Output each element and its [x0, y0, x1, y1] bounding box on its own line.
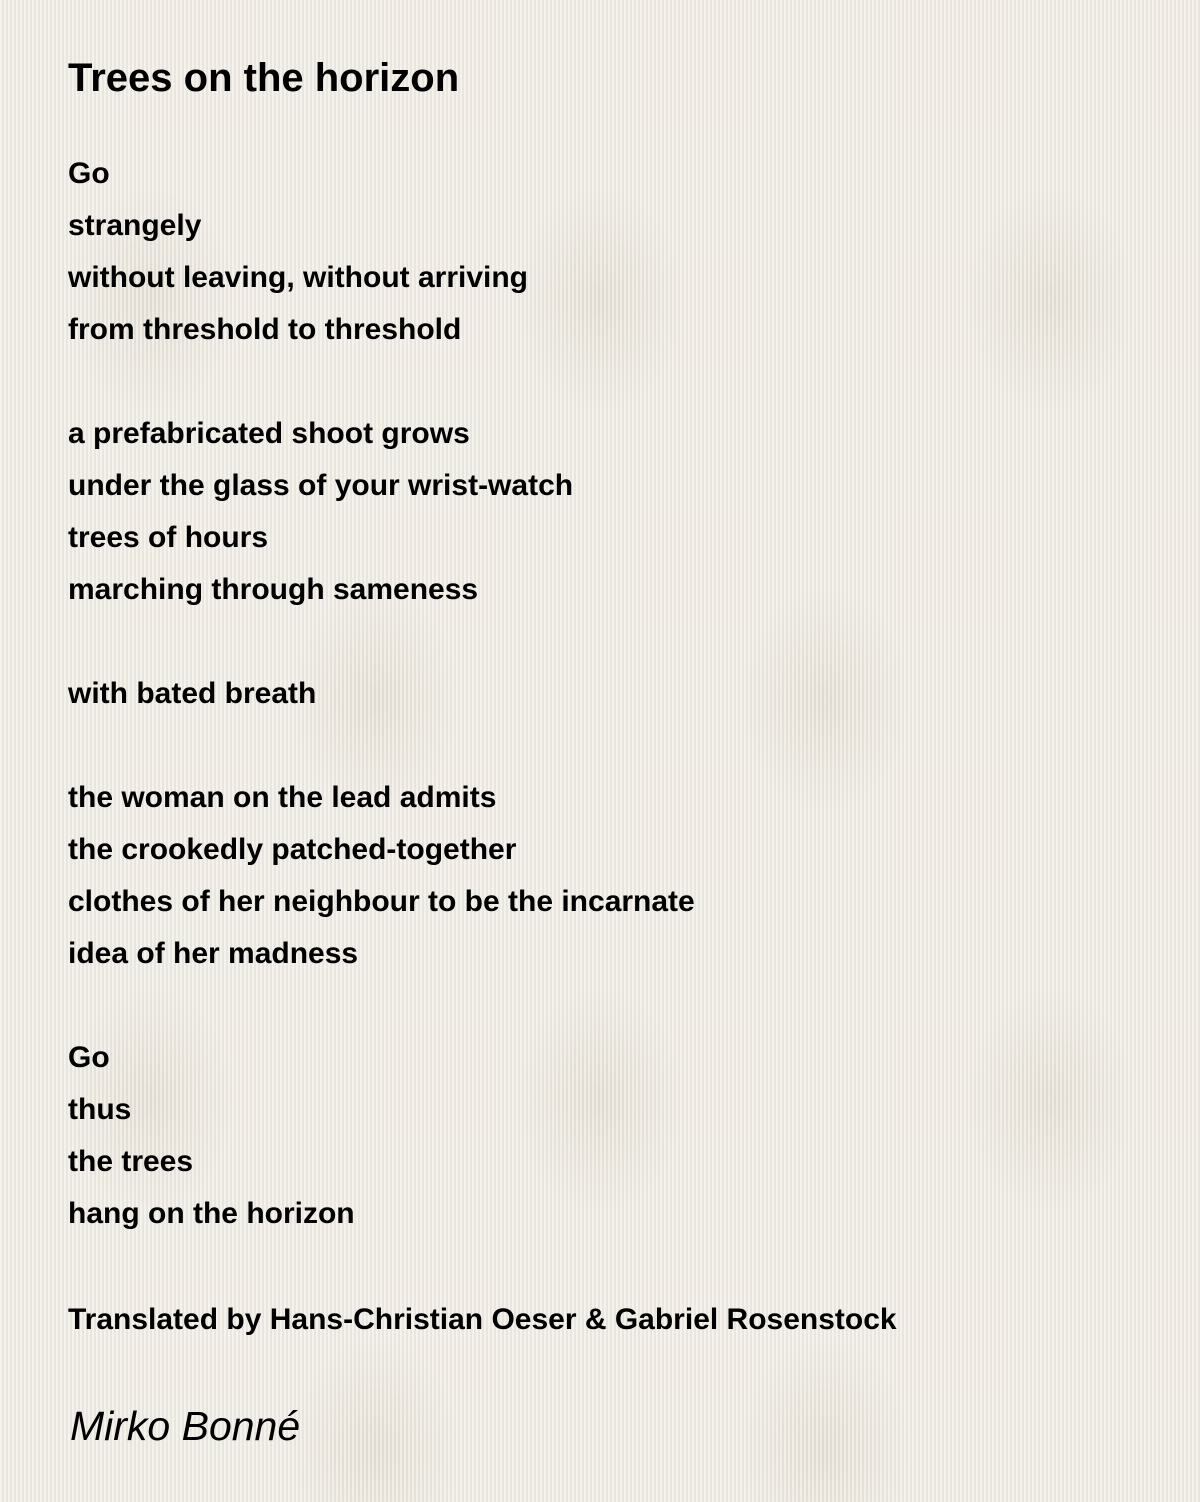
poem-line: with bated breath: [68, 677, 317, 710]
poem-line: strangely: [68, 209, 202, 242]
poem-title: Trees on the horizon: [68, 56, 460, 100]
poem-body: [68, 148, 695, 1292]
stanza-3: [68, 668, 695, 720]
stanza-2: [68, 408, 695, 616]
author-name: Mirko Bonné: [70, 1403, 301, 1449]
poem-line: a prefabricated shoot grows: [68, 417, 470, 450]
stanza-1: [68, 148, 695, 356]
poem-line: marching through sameness: [68, 573, 479, 606]
poem-line: Go: [68, 1041, 110, 1074]
stanza-5: [68, 1032, 695, 1240]
poem-line: clothes of her neighbour to be the incarnate: [68, 885, 695, 918]
poem-line: hang on the horizon: [68, 1197, 355, 1230]
poem-line: the crookedly patched-together: [68, 833, 517, 866]
poem-line: the trees: [68, 1145, 194, 1178]
poem-line: from threshold to threshold: [68, 313, 462, 346]
stanza-4: [68, 772, 695, 980]
poem-line: the woman on the lead admits: [68, 781, 497, 814]
poem-line: Go: [68, 157, 110, 190]
poem-line: trees of hours: [68, 521, 269, 554]
poem-line: without leaving, without arriving: [68, 261, 529, 294]
translator-credit: Translated by Hans-Christian Oeser & Gabriel Rosenstock: [68, 1303, 897, 1336]
poem-line: thus: [68, 1093, 132, 1126]
poem-line: under the glass of your wrist-watch: [68, 469, 574, 502]
poem-line: idea of her madness: [68, 937, 359, 970]
